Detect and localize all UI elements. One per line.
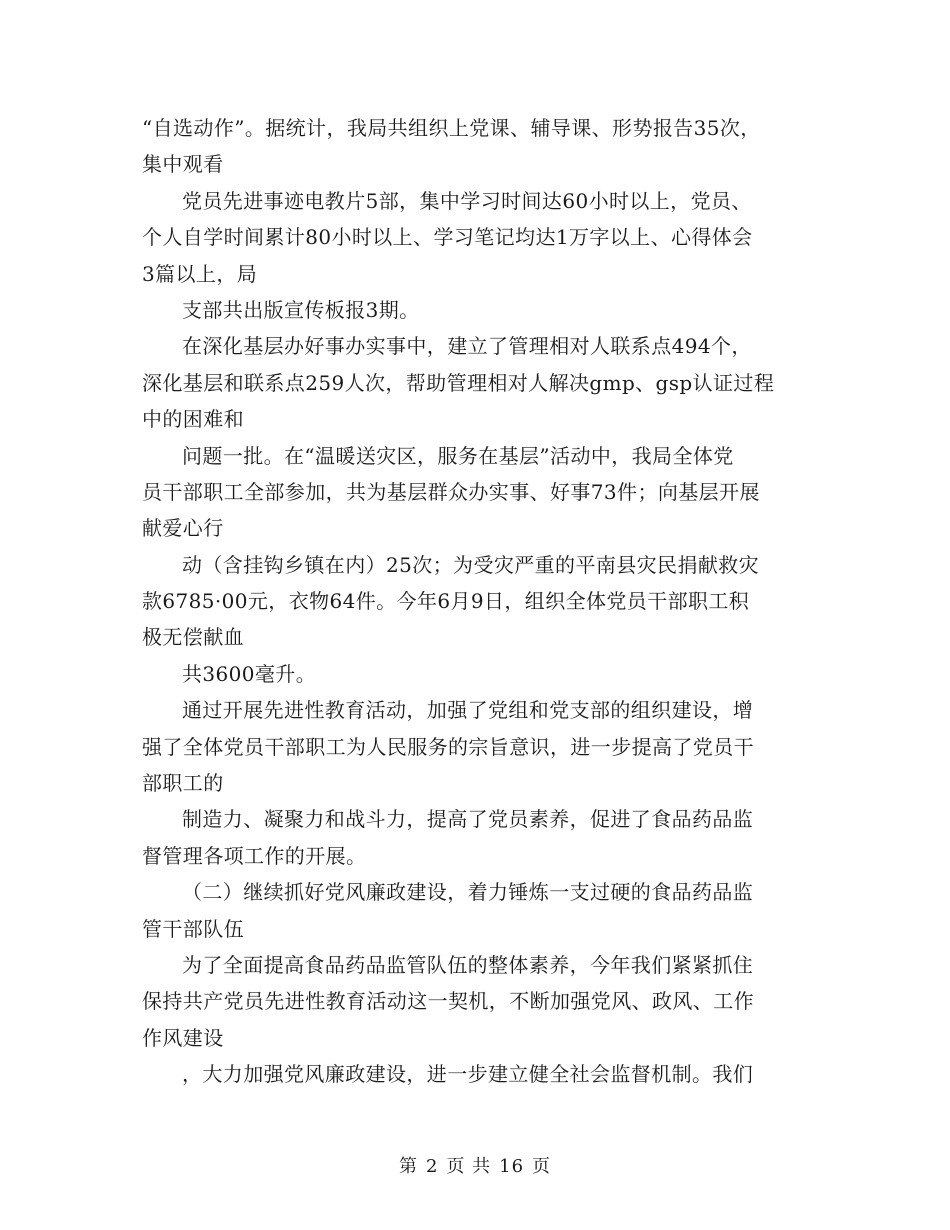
footer-prefix: 第 (398, 1156, 418, 1177)
text-line: 作风建设 (142, 1025, 224, 1050)
text-line: 共3600毫升。 (182, 661, 317, 686)
text-line: 集中观看 (142, 152, 224, 177)
text-line: 管干部队伍 (142, 916, 244, 941)
text-line: 中的困难和 (142, 407, 244, 432)
text-line: 深化基层和联系点259人次，帮助管理相对人解决gmp、gsp认证过程 (142, 370, 775, 395)
text-line: 献爱心行 (142, 516, 224, 541)
text-line: 督管理各项工作的开展。 (142, 843, 367, 868)
footer-middle: 页 共 (446, 1156, 492, 1177)
text-line: 个人自学时间累计80小时以上、学习笔记均达1万字以上、心得体会 (142, 225, 753, 250)
text-line: 在深化基层办好事办实事中，建立了管理相对人联系点494个， (182, 334, 752, 359)
text-line: 款6785·00元，衣物64件。今年6月9日，组织全体党员干部职工积 (142, 589, 750, 614)
text-line: 部职工的 (142, 771, 224, 796)
page-footer (0, 1152, 950, 1178)
footer-suffix: 页 (532, 1156, 552, 1177)
text-line: 为了全面提高食品药品监管队伍的整体素养，今年我们紧紧抓住 (182, 952, 754, 977)
text-line: 制造力、凝聚力和战斗力，提高了党员素养，促进了食品药品监 (182, 807, 754, 832)
text-line: 极无偿献血 (142, 625, 244, 650)
footer-current-page: 2 (425, 1156, 439, 1177)
text-line: 3篇以上，局 (142, 261, 258, 286)
text-line: 通过开展先进性教育活动，加强了党组和党支部的组织建设，增 (182, 698, 754, 723)
text-line: 强了全体党员干部职工为人民服务的宗旨意识，进一步提高了党员干 (142, 734, 754, 759)
footer-total-pages: 16 (499, 1156, 525, 1177)
text-line: “自选动作”。据统计，我局共组织上党课、辅导课、形势报告35次， (142, 116, 761, 140)
text-line: 员干部职工全部参加，共为基层群众办实事、好事73件；向基层开展 (142, 479, 760, 504)
document-body (142, 110, 810, 1093)
text-line: 问题一批。在“温暖送灾区，服务在基层”活动中，我局全体党 (182, 443, 734, 468)
text-line: 保持共产党员先进性教育活动这一契机，不断加强党风、政风、工作 (142, 989, 754, 1014)
text-line: （二）继续抓好党风廉政建设，着力锤炼一支过硬的食品药品监 (182, 880, 754, 905)
text-line: 党员先进事迹电教片5部，集中学习时间达60小时以上，党员、 (182, 188, 752, 213)
text-line: ，大力加强党风廉政建设，进一步建立健全社会监督机制。我们 (182, 1062, 754, 1087)
text-line: 支部共出版宣传板报3期。 (182, 297, 420, 322)
text-line: 动（含挂钩乡镇在内）25次；为受灾严重的平南县灾民捐献救灾 (182, 552, 760, 577)
